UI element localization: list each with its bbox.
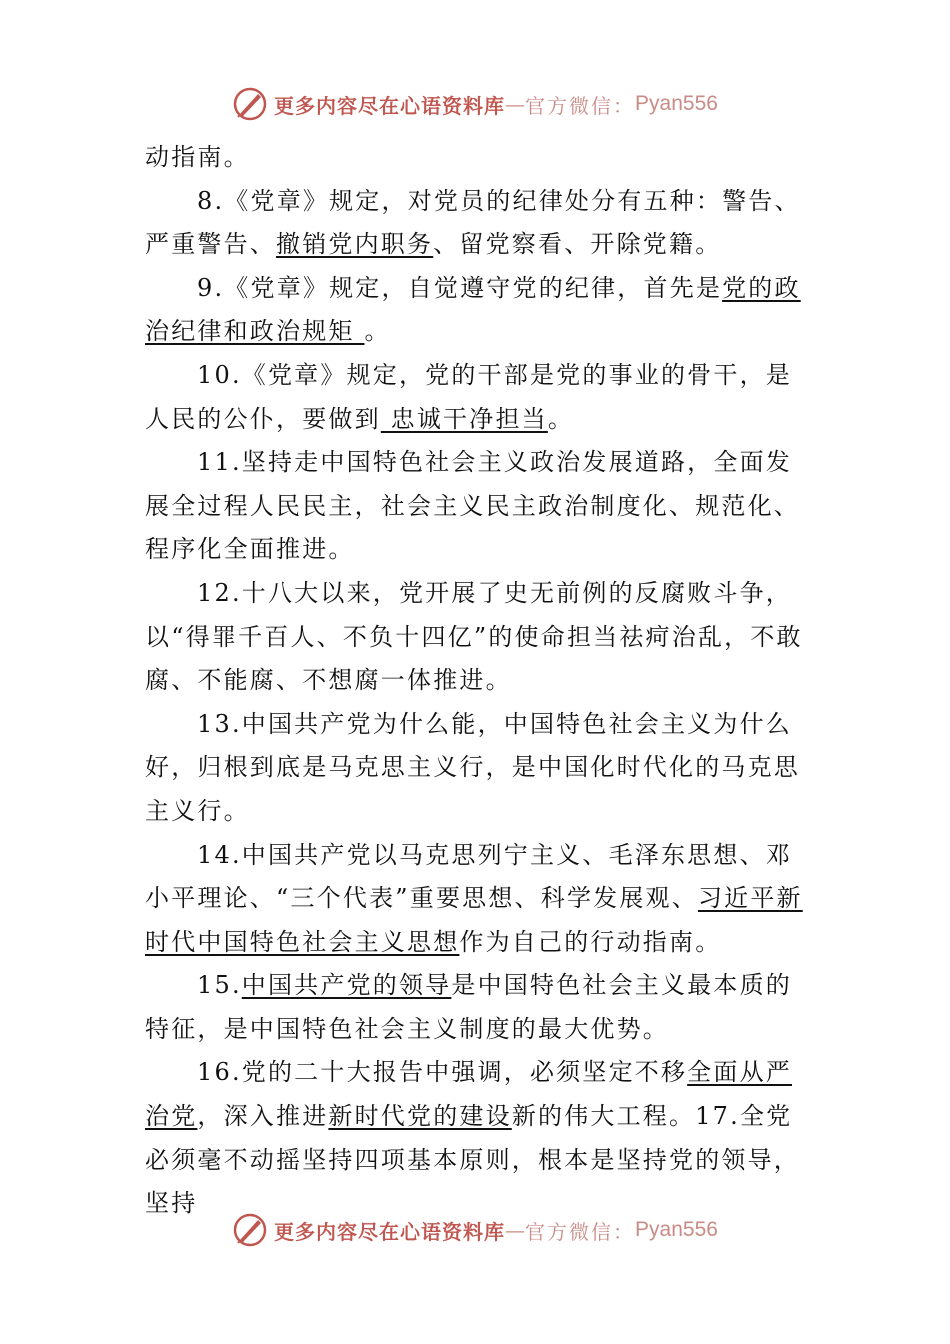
document-body <box>145 136 810 1226</box>
banner-wechat-id: Pyan556 <box>635 92 718 115</box>
underlined-answer: 习近平新时代中国特色社会主义思想 <box>145 884 803 956</box>
paragraph-continuation <box>145 136 810 180</box>
watermark-banner-bottom <box>0 1210 950 1250</box>
quill-logo-icon <box>232 1212 268 1248</box>
text-run: 15. <box>197 971 242 1000</box>
text-run: 10.《党章》规定，党的干部是党的事业的骨干，是人民的公仆，要做到 <box>145 360 792 433</box>
text-run: 16.党的二十大报告中强调，必须坚定不移 <box>197 1058 688 1087</box>
underlined-answer: 新时代党的建设 <box>328 1102 512 1131</box>
text-run: 11.坚持走中国特色社会主义政治发展道路，全面发展全过程人民民主，社会主义民主政治制度化、规范化、程序化全面推进。 <box>145 448 800 564</box>
text-run: 9.《党章》规定，自觉遵守党的纪律，首先是 <box>197 273 723 302</box>
text-run: 13.中国共产党为什么能，中国特色社会主义为什么好，归根到底是马克思主义行，是中国化时代化的马克思主义行。 <box>145 709 800 825</box>
text-run: 。 <box>364 317 391 346</box>
text-run: 动指南。 <box>145 143 250 171</box>
banner-main-text: 更多内容尽在心语资料库 <box>274 1219 506 1244</box>
text-run: ，深入推进 <box>197 1102 329 1131</box>
paragraph-item <box>145 1051 810 1225</box>
text-run: 作为自己的行动指南。 <box>459 927 722 956</box>
underlined-answer: 撤销党内职务 <box>276 230 434 259</box>
text-run: 是中国特色社会主义最本质的特征，是中国特色社会主义制度的最大优势。 <box>145 971 792 1043</box>
paragraph-item <box>145 834 810 965</box>
banner-dash: — <box>505 1218 526 1242</box>
banner-wechat-label: 官方微信： <box>525 93 636 118</box>
underlined-answer: 全面从严治党 <box>145 1058 792 1131</box>
underlined-answer: 党的政治纪律和政治规矩 <box>145 273 801 346</box>
paragraph-item <box>145 354 810 441</box>
banner-dash: — <box>505 92 526 116</box>
text-run: 、留党察看、开除党籍。 <box>433 230 722 259</box>
paragraph-item <box>145 441 810 572</box>
paragraph-item <box>145 267 810 354</box>
text-run: 8.《党章》规定，对党员的纪律处分有五种：警告、严重警告、 <box>145 186 801 259</box>
quill-logo-icon <box>232 86 268 122</box>
paragraph-item <box>145 964 810 1051</box>
text-run: 12.十八大以来，党开展了史无前例的反腐败斗争，以“得罪千百人、不负十四亿”的使命担当祛疴治乱，不敢腐、不能腐、不想腐一体推进。 <box>145 578 803 695</box>
text-run: 。 <box>547 404 575 433</box>
banner-wechat-label: 官方微信： <box>525 1219 636 1244</box>
banner-main-text: 更多内容尽在心语资料库 <box>274 93 506 118</box>
text-run: 14.中国共产党以马克思列宁主义、毛泽东思想、邓小平理论、“三个代表”重要思想、科学发展观、 <box>145 840 792 913</box>
underlined-answer: 忠诚干净担当 <box>380 404 548 433</box>
paragraph-item <box>145 572 810 703</box>
banner-wechat-id: Pyan556 <box>635 1218 718 1241</box>
underlined-answer: 中国共产党的领导 <box>241 971 452 1000</box>
text-run: 新的伟大工程。17.全党必须毫不动摇坚持四项基本原则，根本是坚持党的领导，坚持 <box>145 1102 800 1218</box>
paragraph-item <box>145 703 810 834</box>
watermark-banner-top <box>0 84 950 124</box>
paragraph-item <box>145 180 810 267</box>
